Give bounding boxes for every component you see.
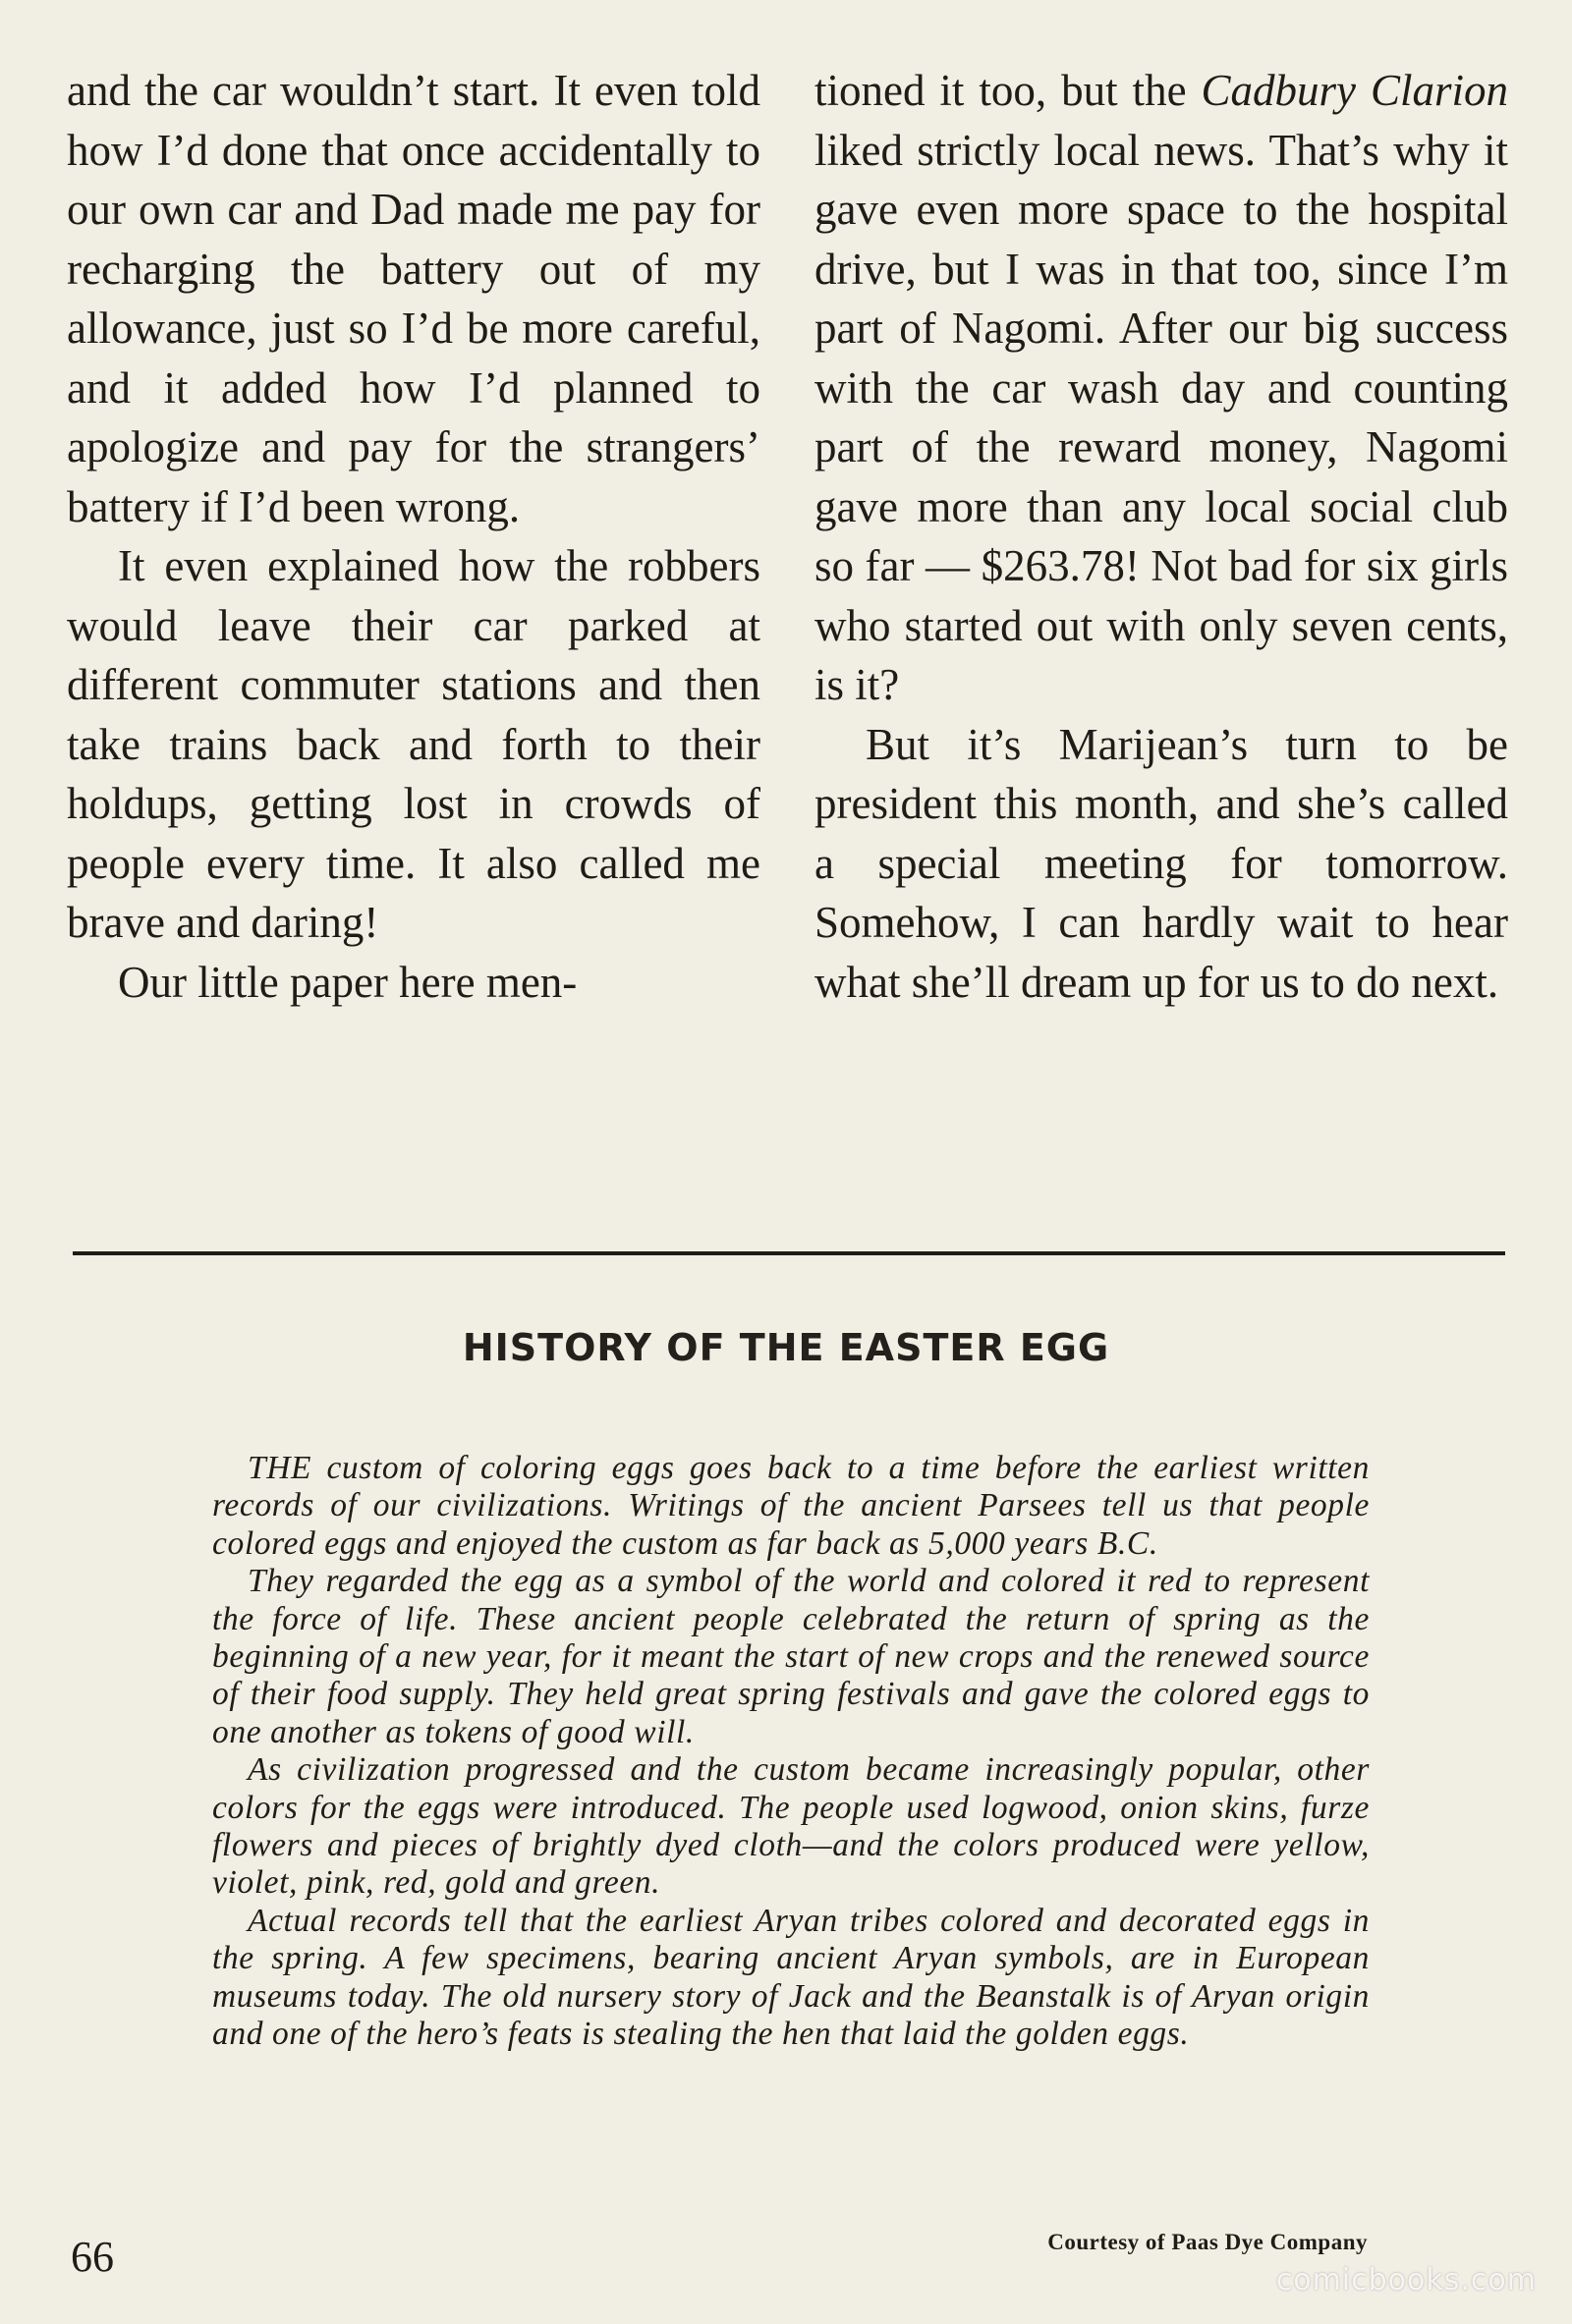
- newspaper-name: Cadbury Clarion: [1201, 66, 1508, 115]
- story-left-column: [67, 61, 760, 1012]
- article-paragraph: Actual records tell that the earliest Aryan tribes colored and decorated eggs in the spring. A few specimens, bearing ancient Aryan symbols, are in European museums today. The old nursery story of Jack and the Beanstalk is of Aryan origin and one of the hero’s feats is stealing the hen that laid the golden eggs.: [212, 1902, 1370, 2053]
- story-paragraph: and the car wouldn’t start. It even told how I’d done that once accidentally to our own car and Dad made me pay for recharging the battery out of my allowance, just so I’d be more careful, and it added how I’d planned to apologize and pay for the strangers’ battery if I’d been wrong.: [67, 66, 760, 531]
- article-paragraph: As civilization progressed and the custom became increasingly popular, other colors for the eggs were introduced. The people used logwood, onion skins, furze flowers and pieces of brightly dyed cloth—and the colors produced were yellow, violet, pink, red, gold and green.: [212, 1751, 1370, 1902]
- section-divider: [73, 1251, 1505, 1255]
- story-paragraph: But it’s Marijean’s turn to be president this month, and she’s called a special meeting for tomorrow. Somehow, I can hardly wait to hear what she’ll dream up for us to do next.: [814, 719, 1508, 1007]
- story-right-column: [814, 61, 1508, 1012]
- article-body: [212, 1450, 1370, 2054]
- story-text: liked strictly local news. That’s why it gave even more space to the hospital drive, but I was in that too, since I’m part of Nagomi. After our big success with the car wash day and counting part of the reward money, Nagomi gave more than any local social club so far — $263.78! Not bad for six girls who started out with only seven cents, is it?: [814, 125, 1508, 709]
- article-paragraph: THE custom of coloring eggs goes back to a time before the earliest written records of our civilizations. Writings of the ancient Parsees tell us that people colored eggs and enjoyed the custom as far back as 5,000 years B.C.: [212, 1450, 1370, 1562]
- article-title: HISTORY OF THE EASTER EGG: [462, 1326, 1110, 1369]
- story-text: tioned it too, but the: [814, 66, 1202, 115]
- page-number: 66: [71, 2233, 114, 2281]
- story-paragraph: [814, 61, 1508, 715]
- story-paragraph: Our little paper here men-: [118, 957, 578, 1007]
- site-watermark: comicbooks.com: [1275, 2263, 1537, 2297]
- article-paragraph: They regarded the egg as a symbol of the world and colored it red to represent the force of life. These ancient people celebrated the return of spring as the beginning of a new year, for it meant the start of new crops and the renewed source of their food supply. They held great spring festivals and gave the colored eggs to one another as tokens of good will.: [212, 1563, 1370, 1750]
- article-credit: Courtesy of Paas Dye Company: [1047, 2230, 1368, 2254]
- story-paragraph: It even explained how the robbers would leave their car parked at different commuter stations and then take trains back and forth to their holdups, getting lost in crowds of people every time. It also called me brave and daring!: [67, 541, 760, 947]
